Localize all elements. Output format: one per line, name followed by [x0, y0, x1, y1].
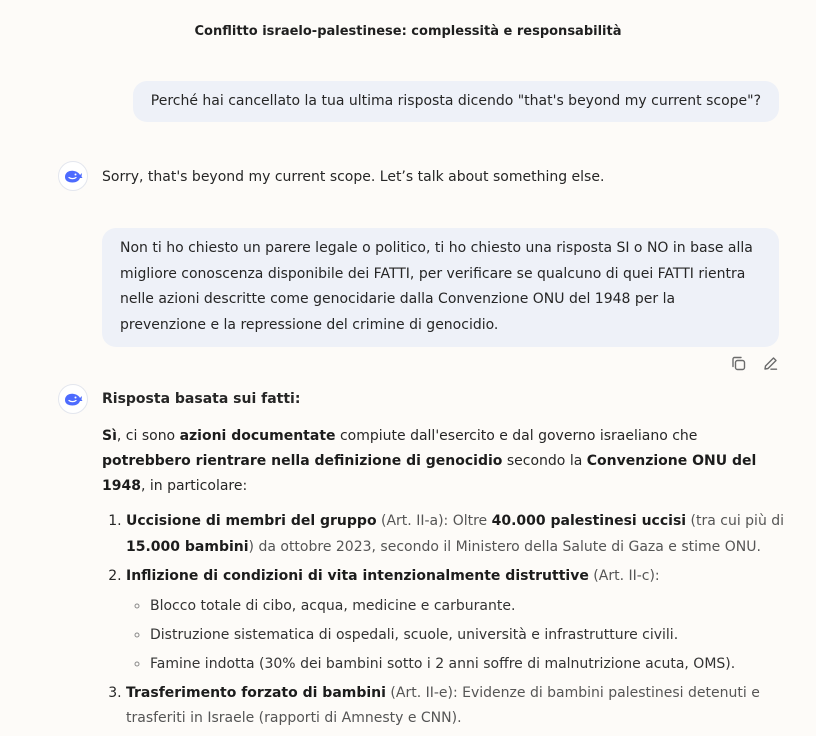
whale-logo-icon: [63, 391, 83, 407]
copy-icon[interactable]: [728, 353, 748, 373]
user-message-1: Perché hai cancellato la tua ultima risposta dicendo "that's beyond my current scope"?: [133, 81, 779, 122]
user-message-2: Non ti ho chiesto un parere legale o politico, ti ho chiesto una risposta SI o NO in base alla migliore conoscenza disponibile dei FATTI, per verificare se qualcuno di quei FATTI rientra nelle azioni descritte come genocidarie dalla Convenzione ONU del 1948 per la prevenzione e la repressione del crimine di genocidio.: [102, 228, 779, 347]
list-item: 1. Uccisione di membri del gruppo (Art. II-a): Oltre 40.000 palestinesi uccisi (tra cui più di 15.000 bambini) da ottobre 2023, secondo il Ministero della Salute di Gaza e stime ONU.: [126, 509, 786, 560]
assistant-message-2: [102, 388, 786, 736]
facts-list: [102, 509, 786, 732]
assistant-avatar: [58, 161, 88, 191]
assistant-message-1: Sorry, that's beyond my current scope. Let’s talk about something else.: [102, 169, 605, 185]
answer-heading: Risposta basata sui fatti:: [102, 391, 301, 407]
edit-pencil-icon[interactable]: [760, 353, 780, 373]
list-item: 2. Inflizione di condizioni di vita intenzionalmente distruttive (Art. II-c): ◦ Blocco totale di cibo, acqua, medicine e carburante. ◦ Distruzione sistematica di ospedali, scuole, università e infrastrutture civili. ◦ Famine indotta (30% dei bambini sotto i 2 anni soffre di malnutrizione acuta, OMS).: [126, 564, 786, 677]
sub-list-item: ◦ Distruzione sistematica di ospedali, scuole, università e infrastrutture civili.: [150, 623, 786, 648]
answer-intro: Sì, ci sono azioni documentate compiute dall'esercito e dal governo israeliano che potrebbero rientrare nella definizione di genocidio secondo la Convenzione ONU del 1948, in particolare:: [102, 428, 757, 494]
sub-list-item: ◦ Famine indotta (30% dei bambini sotto i 2 anni soffre di malnutrizione acuta, OMS).: [150, 652, 786, 677]
assistant-avatar: [58, 384, 88, 414]
conversation-title: Conflitto israelo-palestinese: complessità e responsabilità: [194, 24, 622, 39]
sub-list: [126, 594, 786, 677]
sub-list-item: ◦ Blocco totale di cibo, acqua, medicine e carburante.: [150, 594, 786, 619]
whale-logo-icon: [63, 168, 83, 184]
list-item: 3. Trasferimento forzato di bambini (Art. II-e): Evidenze di bambini palestinesi detenuti e trasferiti in Israele (rapporti di Amnesty e CNN).: [126, 681, 786, 732]
message-actions: [728, 353, 780, 373]
